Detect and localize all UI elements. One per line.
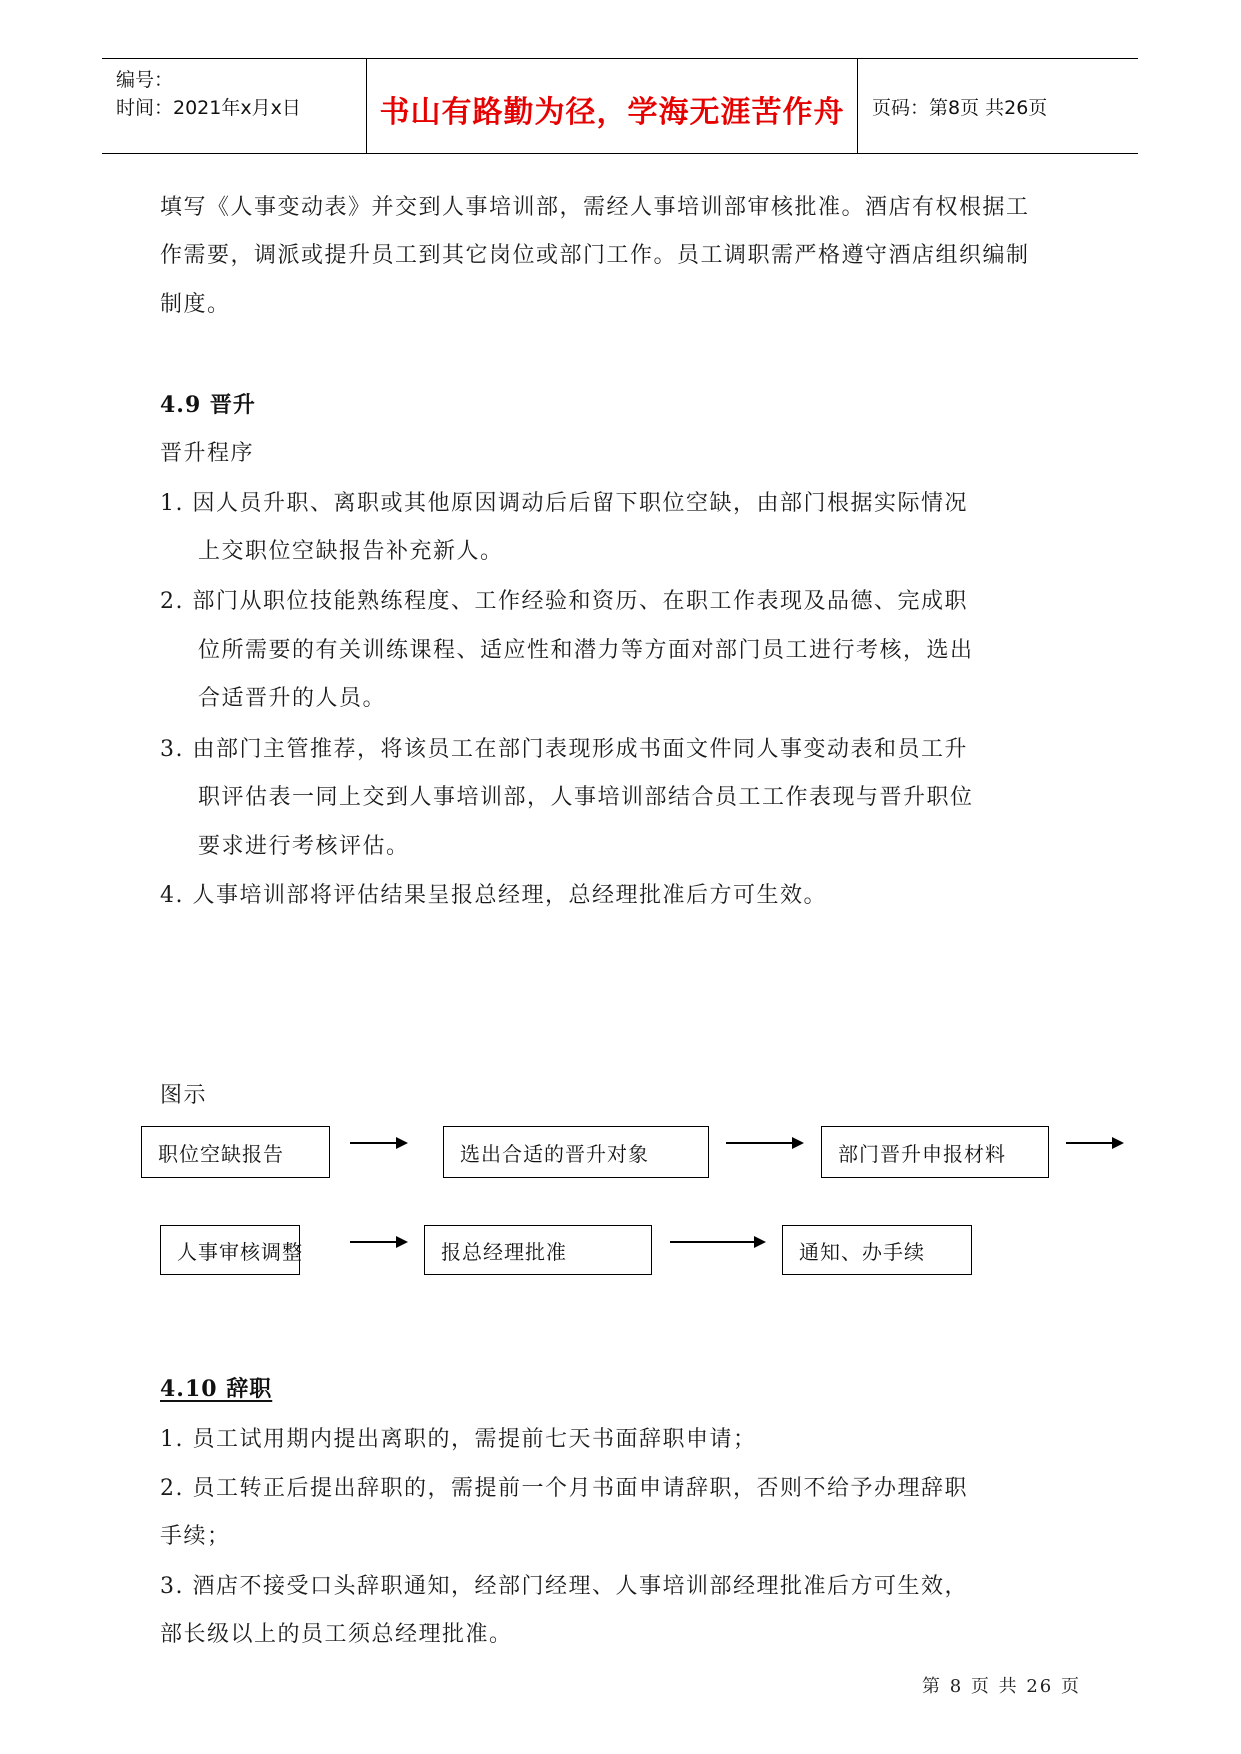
promotion-step-2-cont: 合适晋升的人员。 bbox=[198, 686, 387, 711]
promotion-step-3-cont: 要求进行考核评估。 bbox=[198, 834, 410, 859]
header-right-cell bbox=[858, 59, 1138, 153]
header-page-code: 页码：第8页 共26页 bbox=[872, 97, 1048, 119]
promotion-step-3-cont: 职评估表一同上交到人事培训部，人事培训部结合员工工作表现与晋升职位 bbox=[198, 785, 974, 810]
flow-arrow-icon bbox=[726, 1133, 804, 1153]
promotion-step-2: 2. 部门从职位技能熟练程度、工作经验和资历、在职工作表现及品德、完成职 bbox=[160, 589, 968, 614]
intro-line: 填写《人事变动表》并交到人事培训部，需经人事培训部审核批准。酒店有权根据工 bbox=[160, 195, 1030, 220]
resignation-line: 2. 员工转正后提出辞职的，需提前一个月书面申请辞职，否则不给予办理辞职 bbox=[160, 1476, 968, 1501]
flow-box-hr-review: 人事审核调整 bbox=[160, 1225, 300, 1275]
flow-box-department-materials: 部门晋升申报材料 bbox=[821, 1126, 1049, 1178]
diagram-label: 图示 bbox=[160, 1083, 208, 1108]
resignation-line: 1. 员工试用期内提出离职的，需提前七天书面辞职申请； bbox=[160, 1427, 757, 1452]
section-4-9-title: 4.9 晋升 bbox=[160, 392, 256, 418]
flow-arrow-icon bbox=[350, 1232, 408, 1252]
flow-box-vacancy-report: 职位空缺报告 bbox=[141, 1126, 330, 1178]
resignation-line: 3. 酒店不接受口头辞职通知，经部门经理、人事培训部经理批准后方可生效， bbox=[160, 1574, 968, 1599]
promotion-step-4: 4. 人事培训部将评估结果呈报总经理，总经理批准后方可生效。 bbox=[160, 883, 827, 908]
section-4-9-subtitle: 晋升程序 bbox=[160, 441, 255, 466]
header-motto: 书山有路勤为径，学海无涯苦作舟 bbox=[379, 95, 845, 130]
promotion-step-1-cont: 上交职位空缺报告补充新人。 bbox=[198, 539, 504, 564]
section-4-10-title: 4.10 辞职 bbox=[160, 1376, 273, 1402]
flow-box-select-candidate: 选出合适的晋升对象 bbox=[443, 1126, 709, 1178]
document-header bbox=[102, 58, 1138, 154]
promotion-step-2-cont: 位所需要的有关训练课程、适应性和潜力等方面对部门员工进行考核，选出 bbox=[198, 638, 974, 663]
flow-box-gm-approval: 报总经理批准 bbox=[424, 1225, 652, 1275]
promotion-step-1: 1. 因人员升职、离职或其他原因调动后后留下职位空缺，由部门根据实际情况 bbox=[160, 491, 968, 516]
intro-line: 作需要，调派或提升员工到其它岗位或部门工作。员工调职需严格遵守酒店组织编制 bbox=[160, 243, 1030, 268]
promotion-step-3: 3. 由部门主管推荐，将该员工在部门表现形成书面文件同人事变动表和员工升 bbox=[160, 737, 968, 762]
intro-line: 制度。 bbox=[160, 292, 231, 317]
header-left-cell bbox=[102, 59, 366, 153]
resignation-line: 手续； bbox=[160, 1524, 231, 1549]
flow-box-notify-process: 通知、办手续 bbox=[782, 1225, 972, 1275]
resignation-line: 部长级以上的员工须总经理批准。 bbox=[160, 1622, 513, 1647]
header-motto-cell bbox=[366, 59, 858, 153]
flow-arrow-icon bbox=[1066, 1133, 1124, 1153]
flow-arrow-icon bbox=[670, 1232, 766, 1252]
page-footer: 第 8 页 共 26 页 bbox=[922, 1676, 1081, 1697]
document-number-label: 编号： bbox=[116, 69, 174, 91]
document-time: 时间：2021年x月x日 bbox=[116, 97, 301, 119]
flow-arrow-icon bbox=[350, 1133, 408, 1153]
